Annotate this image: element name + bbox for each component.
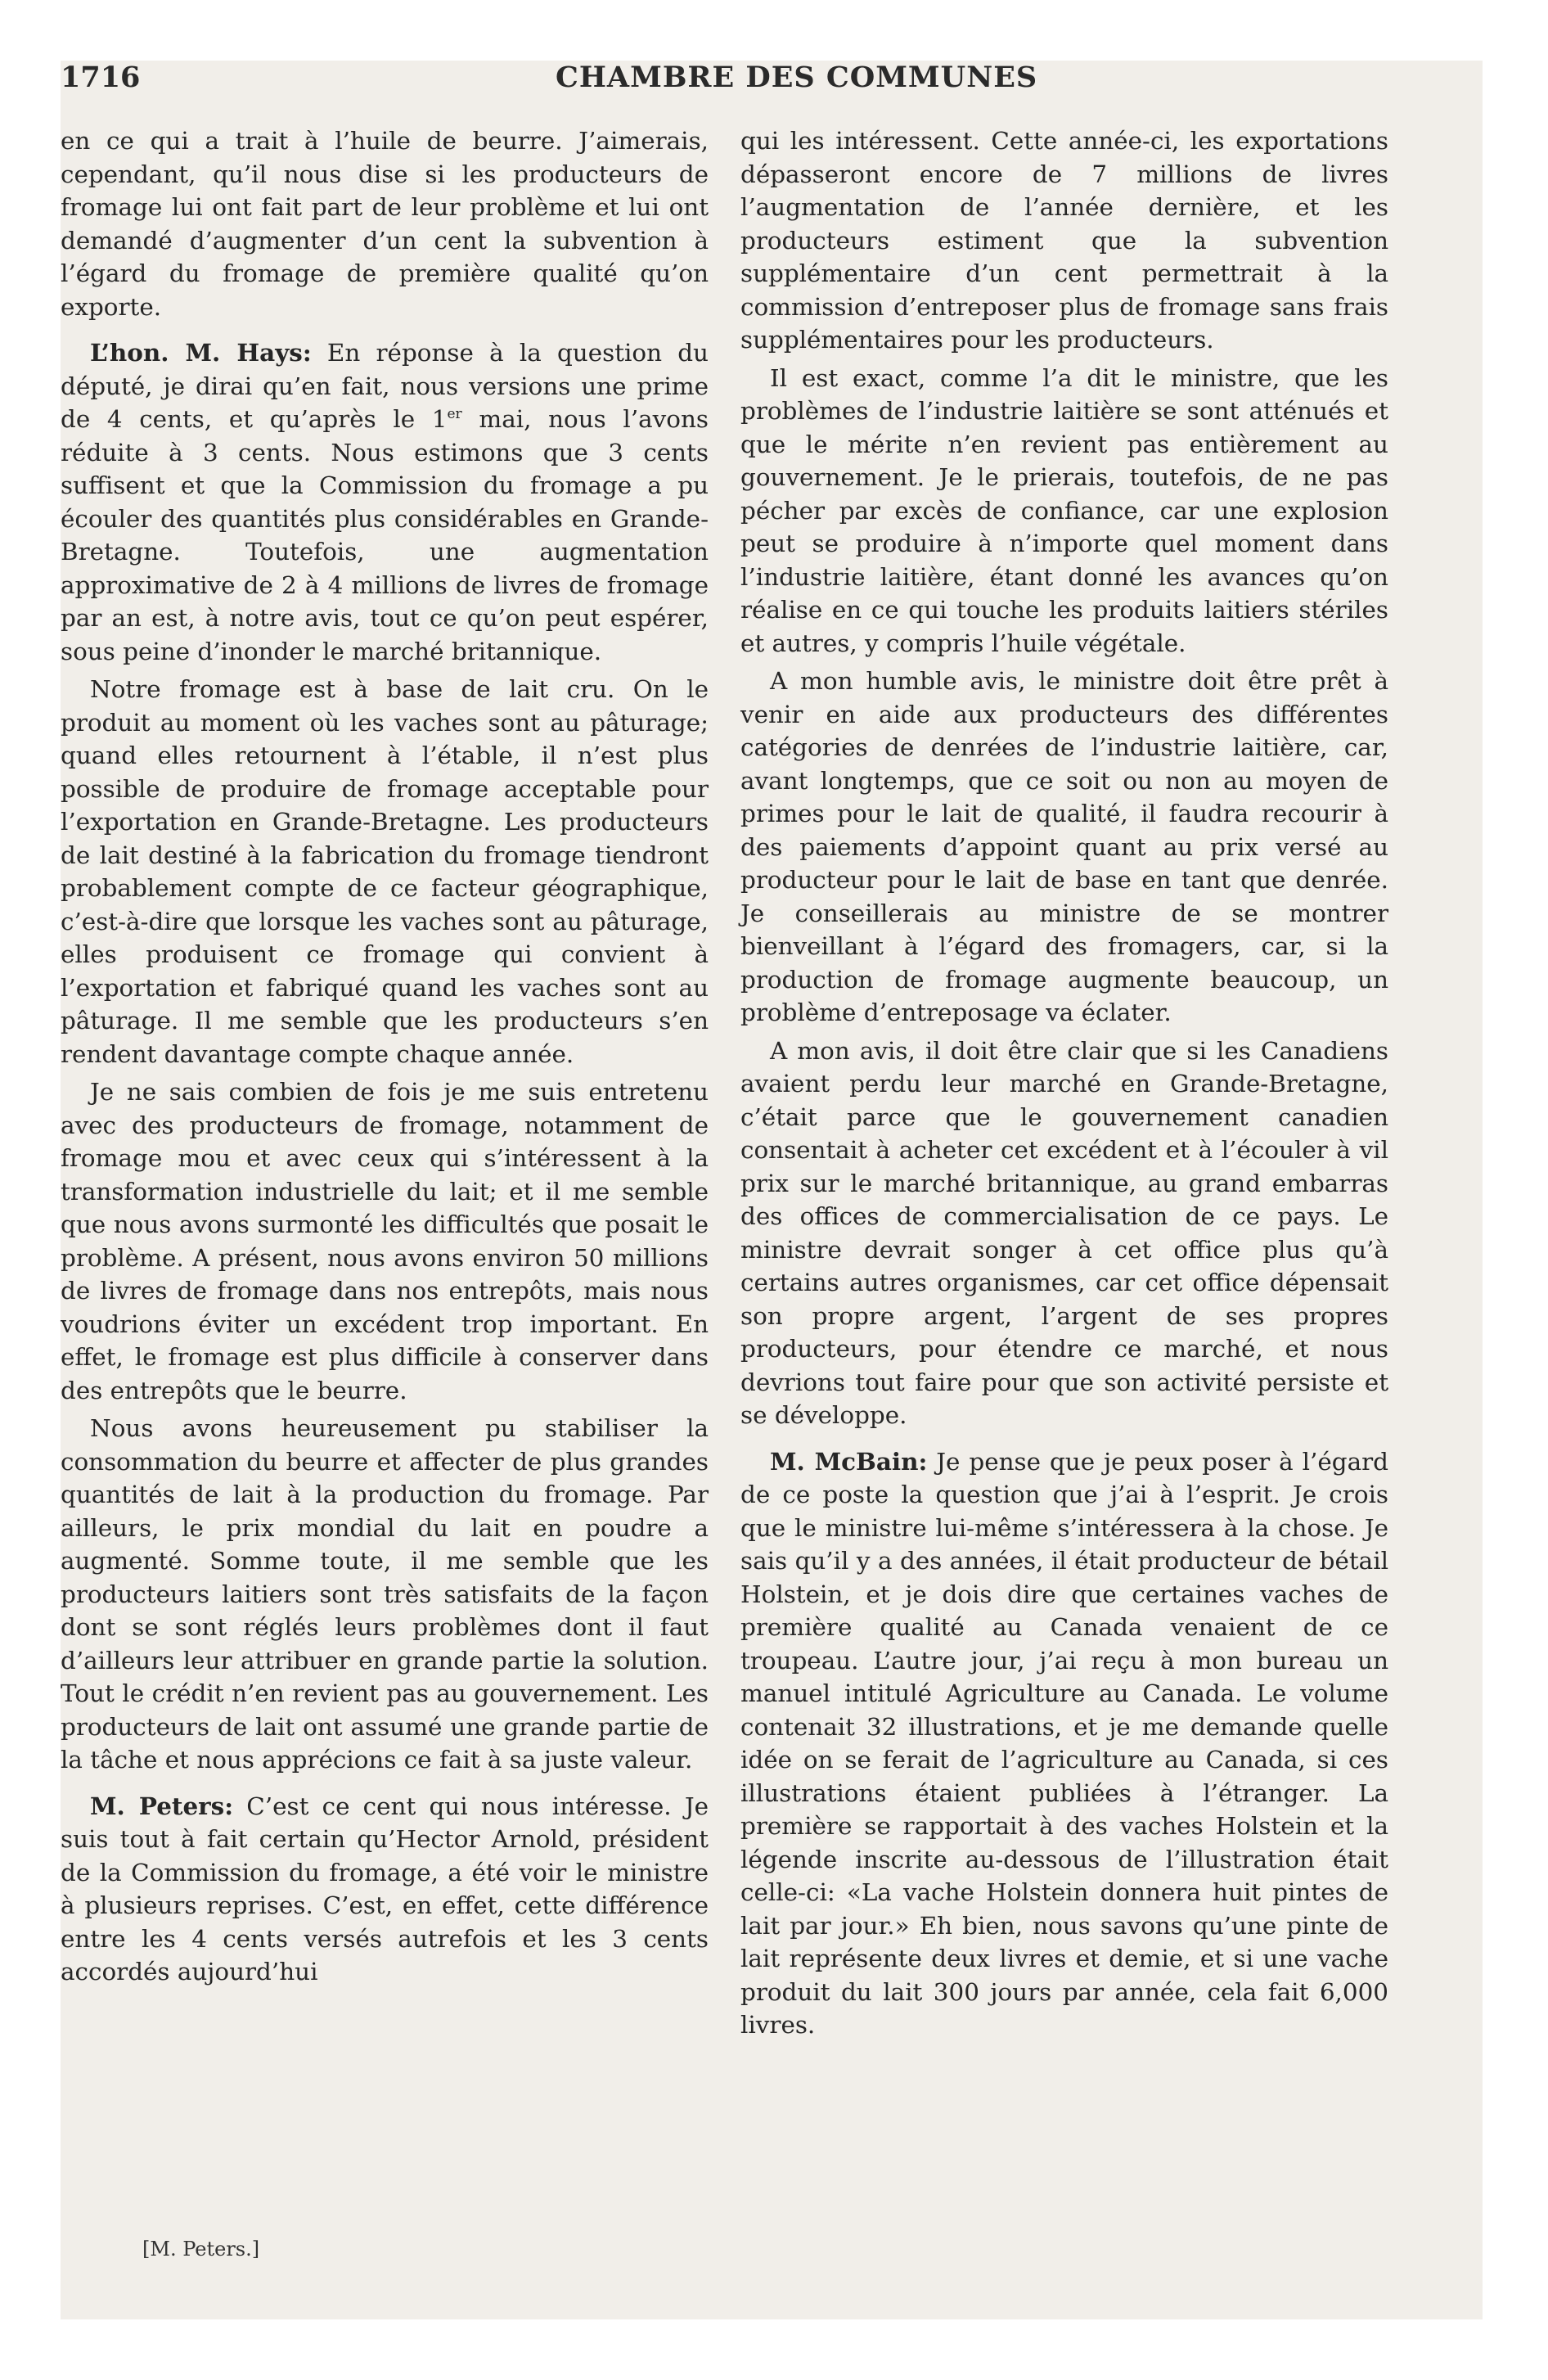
left-column <box>61 124 709 1994</box>
speaker-attribution: [M. Peters.] <box>142 2238 260 2261</box>
right-column <box>740 124 1388 2047</box>
speech-hays <box>61 336 709 668</box>
speech-text: Je pense que je peux poser à l’égard de ce poste la question que j’ai à l’esprit. Je crois que le ministre lui-même s’intéressera à la chose. Je sais qu’il y a des années, il était producteur de bétail Holstein, et je dois dire que certaines vaches de première qualité au Canada venaient de ce troupeau. L’autre jour, j’ai reçu à mon bureau un manuel intitulé Agriculture au Canada. Le volume contenait 32 illustrations, et je me demande quelle idée on se ferait de l’agriculture au Canada, si ces illustrations étaient publiées à l’étranger. La première se rapportait à des vaches Holstein et la légende inscrite au-dessous de l’illustration était celle-ci: «La vache Holstein donnera huit pintes de lait par jour.» Eh bien, nous savons qu’une pinte de lait représente deux livres et demie, et si une vache produit du lait 300 jours par année, cela fait 6,000 livres. <box>740 1447 1388 2039</box>
paragraph: qui les intéressent. Cette année-ci, les exportations dépasseront encore de 7 millions de livres l’augmentation de l’année dernière, et les producteurs estiment que la subvention supplémentaire d’un cent permettrait à la commission d’entreposer plus de fromage sans frais supplémentaires pour les producteurs. <box>740 127 1388 354</box>
speech-text: C’est ce cent qui nous intéresse. Je suis tout à fait certain qu’Hector Arnold, président de la Commission du fromage, a été voir le ministre à plusieurs reprises. C’est, en effet, cette différence entre les 4 cents versés autrefois et les 3 cents accordés aujourd’hui <box>61 1792 709 1986</box>
paragraph: Nous avons heureusement pu stabiliser la consommation du beurre et affecter de plus grandes quantités de lait à la production du fromage. Par ailleurs, le prix mondial du lait en poudre a augmenté. Somme toute, il me semble que les producteurs laitiers sont très satisfaits de la façon dont se sont réglés leurs problèmes dont il faut d’ailleurs leur attribuer en grande partie la solution. Tout le crédit n’en revient pas au gouvernement. Les producteurs de lait ont assumé une grande partie de la tâche et nous apprécions ce fait à sa juste valeur. <box>61 1414 709 1774</box>
running-head: CHAMBRE DES COMMUNES <box>556 61 1038 94</box>
paragraph: Je ne sais combien de fois je me suis entretenu avec des producteurs de fromage, notamment de fromage mou et avec ceux qui s’intéressent à la transformation industrielle du lait; et il me semble que nous avons surmonté les difficultés que posait le problème. A présent, nous avons environ 50 millions de livres de fromage dans nos entrepôts, mais nous voudrions éviter un excédent trop important. En effet, le fromage est plus difficile à conserver dans des entrepôts que le beurre. <box>61 1078 709 1404</box>
paragraph: en ce qui a trait à l’huile de beurre. J’aimerais, cependant, qu’il nous dise si les producteurs de fromage lui ont fait part de leur problème et lui ont demandé d’augmenter d’un cent la subvention à l’égard du fromage de première qualité qu’on exporte. <box>61 127 709 321</box>
paragraph: Il est exact, comme l’a dit le ministre, que les problèmes de l’industrie laitière se sont atténués et que le mérite n’en revient pas entièrement au gouvernement. Je le prierais, toutefois, de ne pas pécher par excès de confiance, car une explosion peut se produire à n’importe quel moment dans l’industrie laitière, étant donné les avances qu’on réalise en ce qui touche les produits laitiers stériles et autres, y compris l’huile végétale. <box>740 363 1388 657</box>
paragraph: Notre fromage est à base de lait cru. On le produit au moment où les vaches sont au pâturage; quand elles retournent à l’étable, il n’est plus possible de produire de fromage acceptable pour l’exportation en Grande-Bretagne. Les producteurs de lait destiné à la fabrication du fromage tiendront probablement compte de ce facteur géographique, c’est-à-dire que lorsque les vaches sont au pâturage, elles produisent ce fromage qui convient à l’exportation et fabriqué quand les vaches sont au pâturage. Il me semble que les producteurs s’en rendent davantage compte chaque année. <box>61 675 709 1068</box>
page-header <box>61 61 1451 105</box>
superscript: er <box>447 406 462 423</box>
speaker-name: M. Peters: <box>90 1791 234 1820</box>
paragraph: A mon humble avis, le ministre doit être prêt à venir en aide aux producteurs des différentes catégories de denrées de l’industrie laitière, car, avant longtemps, que ce soit ou non au moyen de primes pour le lait de qualité, il faudra recourir à des paiements d’appoint quant au prix versé au producteur pour le lait de base en tant que denrée. Je conseillerais au ministre de se montrer bienveillant à l’égard des fromagers, car, si la production de fromage augmente beaucoup, un problème d’entreposage va éclater. <box>740 667 1388 1026</box>
speech-text: En réponse à la question du député, je dirai qu’en fait, nous versions une prime de 4 cents, et qu’après le 1 <box>61 339 709 433</box>
paragraph: A mon avis, il doit être clair que si les Canadiens avaient perdu leur marché en Grande-Bretagne, c’était parce que le gouvernement canadien consentait à acheter cet excédent et à l’écouler à vil prix sur le marché britannique, au grand embarras des offices de commercialisation de ce pays. Le ministre devrait songer à cet office plus qu’à certains autres organismes, car cet office dépensait son propre argent, l’argent de ses propres producteurs, pour étendre ce marché, et nous devrions tout faire pour que son activité persiste et se développe. <box>740 1036 1388 1429</box>
speaker-name: M. McBain: <box>770 1446 928 1476</box>
speaker-name: L’hon. M. Hays: <box>90 338 312 367</box>
speech-peters <box>61 1790 709 1989</box>
page-number: 1716 <box>61 61 141 94</box>
speech-mcbain <box>740 1445 1388 2042</box>
speech-text: mai, nous l’avons réduite à 3 cents. Nous estimons que 3 cents suffisent et que la Commission du fromage a pu écouler des quantités plus considérables en Grande-Bretagne. Toutefois, une augmentation approximative de 2 à 4 millions de livres de fromage par an est, à notre avis, tout ce qu’on peut espérer, sous peine d’inonder le marché britannique. <box>61 405 709 665</box>
